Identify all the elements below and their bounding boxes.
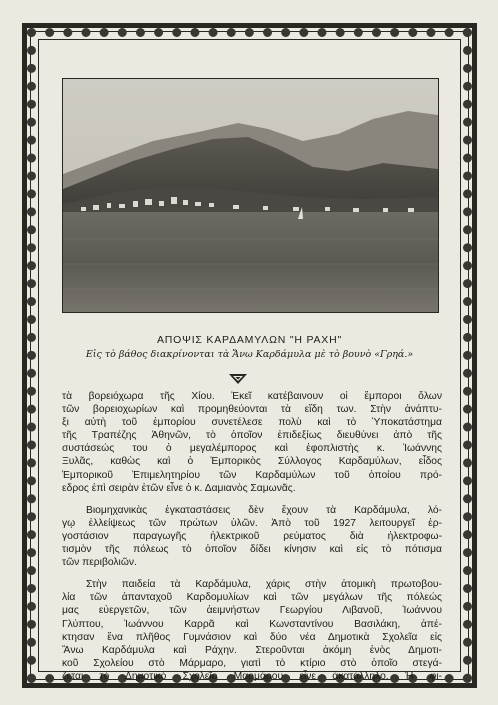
photo-caption-subtitle: Εἰς τὸ βάθος διακρίνονται τὰ Ἄνω Καρδάμυλα μὲ τὸ βουνὸ «Γρηά.» <box>85 349 414 360</box>
paragraph-commerce <box>62 390 442 495</box>
harbor-photograph <box>62 78 439 313</box>
text-line: γοστάσιον παραγωγῆς ἠλεκτρικοῦ ρεύματος διὰ ἠλεκτροφω- <box>62 530 442 542</box>
text-line: τῶν βορειοχωρίων καὶ προμηθεύονται τὰ εἴδη των. Στὴν ἀνάπτυ- <box>62 404 442 416</box>
text-line: τῶν περιβολιῶν. <box>62 557 137 569</box>
text-line: τισμὸν τῆς πόλεως τὸ ὁποῖον δίδει κίνησιν καὶ εἰς τὸ πότισμα <box>62 544 442 556</box>
text-line: Γλύπτου, Ἰωάννου Καρρᾶ καὶ Κωνσταντίνου Βασιλάκη, ἀπέ- <box>62 618 442 630</box>
text-line: Βιομηχανικὰς ἐγκαταστάσεις δὲν ἔχουν τὰ Καρδάμυλα, λό- <box>86 504 442 516</box>
text-line: Ξυλᾶς, καθὼς καὶ ὁ Ἐμπορικὸς Σύλλογος Καρδαμύλων, εἶδος <box>62 456 442 468</box>
text-line: τῆς Τραπέζης Ἀθηνῶν, τὸ ὁποῖον ἐπιδεξίως διευθύνει ἀπὸ τῆς <box>62 430 442 442</box>
paragraph-education <box>62 578 442 683</box>
paragraph-industry <box>62 504 442 569</box>
text-line: εδρος ἐπὶ σειρὰν ἐτῶν εἶνε ὁ κ. Δαμιανὸς Σαμωνᾶς. <box>62 482 296 494</box>
text-line: τὰ βορειόχωρα τῆς Χίου. Ἐκεῖ κατέβαινουν οἱ ἔμποροι ὅλων <box>62 391 442 402</box>
text-line: Ἐμπορικοῦ Ἐπιμελητηρίου τῶν Καρδαμύλων τοῦ ὁποίου πρό- <box>62 469 442 481</box>
article-body <box>62 390 442 692</box>
text-line: γῳ ἐλλείψεως τῶν πρώτων ὑλῶν. Ἀπὸ τοῦ 1927 λειτουργεῖ ἐρ- <box>62 517 442 529</box>
text-line: ξι αὐτὴ τοῦ ἐμπορίου συνετέλεσε πολὺ καὶ τὸ Ὑποκατάστημα <box>62 417 442 429</box>
text-line: κοῦ Σχολείου στὸ Μάρμαρο, γιατὶ τὸ κτίριο στὸ ὁποῖο στεγά- <box>62 657 442 669</box>
text-line: κτησαν ἕνα πλῆθος Γυμνάσιον καὶ δύο νέα Δημοτικὰ Σχολεῖα εἰς <box>62 631 442 643</box>
text-line: ζεται τὸ Δημοτικὸ Σχολεῖο Μαρμάρου εἶνε ἀκατάλληλο. Ἡ φι- <box>62 670 442 682</box>
text-line: μας εὐεργετῶν, τῶν ἀειμνήστων Γεωργίου Λιβανοῦ, Ἰωάννου <box>62 605 442 617</box>
text-line: Ἄνω Καρδάμυλα καὶ Ράχην. Στεροῦνται ἀκόμη ἑνὸς Δημοτι- <box>62 644 442 656</box>
ornament-icon <box>229 373 247 385</box>
text-line: συστάσεώς του ὁ μεγαλέμπορος καὶ ἐφοπλιστὴς κ. Ἰωάννης <box>62 443 442 455</box>
photo-landscape <box>63 79 438 312</box>
text-line: λία τῶν ἀπανταχοῦ Καρδομυλίων καὶ τῶν μεγάλων τῆς πόλεώς <box>62 592 442 604</box>
photo-caption-title: ΑΠΟΨΙΣ ΚΑΡΔΑΜΥΛΩΝ "Η ΡΑΧΗ" <box>156 334 342 346</box>
text-line: Στὴν παιδεία τὰ Καρδάμυλα, χάρις στὴν ἀτομικὴ πρωτοβου- <box>86 579 442 591</box>
